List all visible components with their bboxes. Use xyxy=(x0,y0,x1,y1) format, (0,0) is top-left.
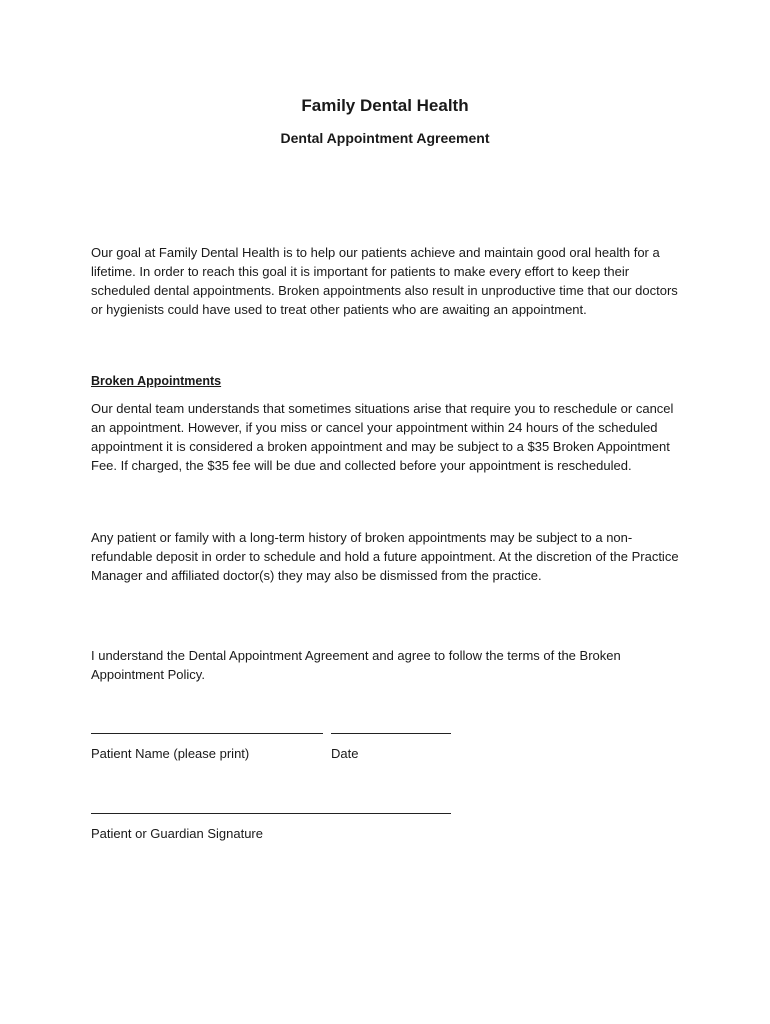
date-label: Date xyxy=(331,746,359,761)
document-subtitle: Dental Appointment Agreement xyxy=(280,130,490,146)
signature-line[interactable] xyxy=(91,813,451,814)
signature-label: Patient or Guardian Signature xyxy=(91,826,263,841)
patient-name-line[interactable] xyxy=(91,733,323,734)
section-heading-broken-appointments: Broken Appointments xyxy=(91,374,222,388)
patient-name-label: Patient Name (please print) xyxy=(91,746,250,761)
long-term-history-paragraph: Any patient or family with a long-term history of broken appointments may be subject to a non-refundable deposit in order to schedule and hold a future appointment. At the discretion of the Practice Manager and affiliated doctor(s) they may also be dismissed from the practice. xyxy=(91,530,679,583)
intro-paragraph: Our goal at Family Dental Health is to help our patients achieve and maintain good oral health for a lifetime. In order to reach this goal it is important for patients to make every effort to keep their scheduled dental appointments. Broken appointments also result in unproductive time that our doctors or hygienists could have used to treat other patients who are awaiting an appointment. xyxy=(91,245,678,317)
date-line[interactable] xyxy=(331,733,451,734)
document-title: Family Dental Health xyxy=(301,96,469,115)
broken-appointments-paragraph: Our dental team understands that sometimes situations arise that require you to reschedule or cancel an appointment. However, if you miss or cancel your appointment within 24 hours of the scheduled appointment it is considered a broken appointment and may be subject to a $35 Broken Appointment Fee. If charged, the $35 fee will be due and collected before your appointment is rescheduled. xyxy=(91,401,674,473)
agreement-statement: I understand the Dental Appointment Agreement and agree to follow the terms of the Broken Appointment Policy. xyxy=(91,648,621,682)
